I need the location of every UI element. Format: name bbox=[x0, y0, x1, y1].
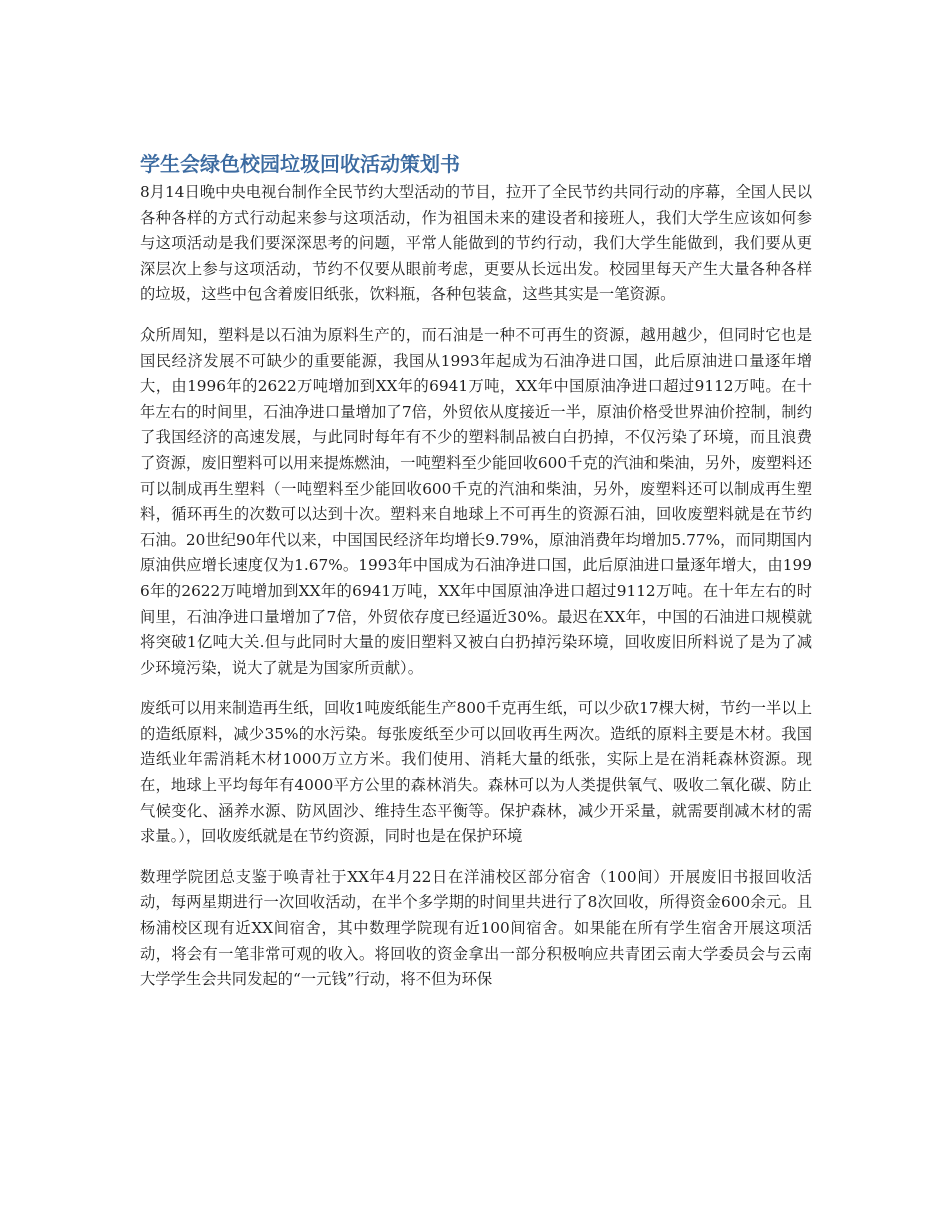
paragraph-plastic: 众所周知，塑料是以石油为原料生产的，而石油是一种不可再生的资源，越用越少，但同时它也是国民经济发展不可缺少的重要能源，我国从1993年起成为石油净进口国，此后原油进口量逐年增大，由1996年的2622万吨增加到XX年的6941万吨，XX年中国原油净进口超过9112万吨。在十年左右的时间里，石油净进口量增加了7倍，外贸依从度接近一半，原油价格受世界油价控制，制约了我国经济的高速发展，与此同时每年有不少的塑料制品被白白扔掉，不仅污染了环境，而且浪费了资源，废旧塑料可以用来提炼燃油，一吨塑料至少能回收600千克的汽油和柴油，另外，废塑料还可以制成再生塑料（一吨塑料至少能回收600千克的汽油和柴油，另外，废塑料还可以制成再生塑料，循环再生的次数可以达到十次。塑料来自地球上不可再生的资源石油，回收废塑料就是在节约石油。20世纪90年代以来，中国国民经济年均增长9.79%，原油消费年均增加5.77%，而同期国内原油供应增长速度仅为1.67%。1993年中国成为石油净进口国，此后原油进口量逐年增大，由1996年的2622万吨增加到XX年的6941万吨，XX年中国原油净进口超过9112万吨。在十年左右的时间里，石油净进口量增加了7倍，外贸依存度已经逼近30%。最迟在XX年，中国的石油进口规模就将突破1亿吨大关.但与此同时大量的废旧塑料又被白白扔掉污染环境，回收废旧所料说了是为了减少环境污染，说大了就是为国家所贡献）。 bbox=[140, 325, 812, 677]
document-page bbox=[140, 148, 812, 993]
paragraph-intro: 8月14日晚中央电视台制作全民节约大型活动的节目，拉开了全民节约共同行动的序幕，全国人民以各种各样的方式行动起来参与这项活动，作为祖国未来的建设者和接班人，我们大学生应该如何参与这项活动是我们要深深思考的问题，平常人能做到的节约行动，我们大学生能做到，我们要从更深层次上参与这项活动，节约不仅要从眼前考虑，更要从长远出发。校园里每天产生大量各种各样的垃圾，这些中包含着废旧纸张，饮料瓶，各种包装盒，这些其实是一笔资源。 bbox=[140, 183, 812, 304]
paragraph-paper: 废纸可以用来制造再生纸，回收1吨废纸能生产800千克再生纸，可以少砍17棵大树，节约一半以上的造纸原料，减少35%的水污染。每张废纸至少可以回收再生两次。造纸的原料主要是木材。我国造纸业年需消耗木材1000万立方米。我们使用、消耗大量的纸张，实际上是在消耗森林资源。现在，地球上平均每年有4000平方公里的森林消失。森林可以为人类提供氧气、吸收二氧化碳、防止气候变化、涵养水源、防风固沙、维持生态平衡等。保护森林，减少开采量，就需要削减木材的需求量。），回收废纸就是在节约资源，同时也是在保护环境 bbox=[140, 699, 812, 846]
paragraph-activity: 数理学院团总支鉴于唤青社于XX年4月22日在洋浦校区部分宿舍（100间）开展废旧书报回收活动，每两星期进行一次回收活动，在半个多学期的时间里共进行了8次回收，所得资金600余元。且杨浦校区现有近XX间宿舍，其中数理学院现有近100间宿舍。如果能在所有学生宿舍开展这项活动，将会有一笔非常可观的收入。将回收的资金拿出一部分积极响应共青团云南大学委员会与云南大学学生会共同发起的“一元钱”行动，将不但为环保 bbox=[140, 867, 812, 989]
document-title: 学生会绿色校园垃圾回收活动策划书 bbox=[140, 152, 460, 176]
